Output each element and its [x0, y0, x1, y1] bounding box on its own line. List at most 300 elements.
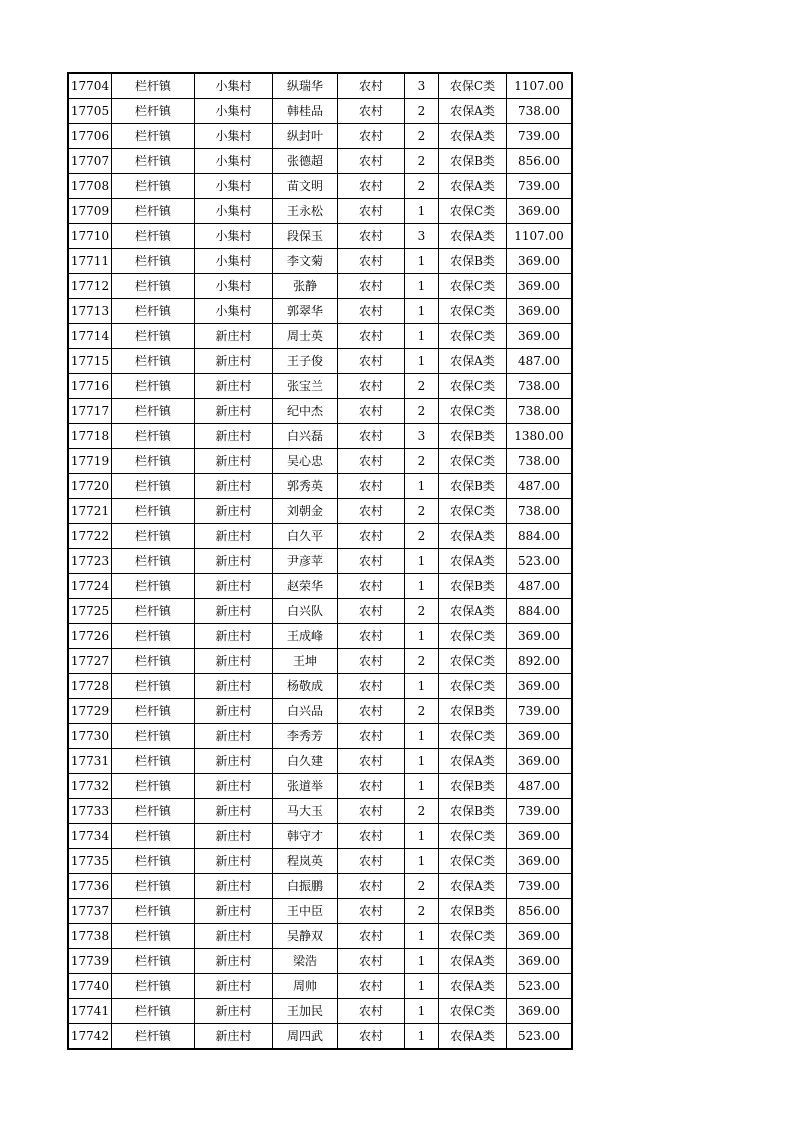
household-type-cell: 农村 — [338, 99, 405, 124]
table-row — [68, 699, 572, 724]
village-cell: 新庄村 — [195, 374, 273, 399]
insurance-class-cell: 农保C类 — [439, 449, 507, 474]
insurance-class-cell: 农保C类 — [439, 499, 507, 524]
record-id-cell: 17704 — [68, 73, 112, 99]
record-id-cell: 17726 — [68, 624, 112, 649]
town-cell: 栏杆镇 — [112, 374, 195, 399]
insurance-class-cell: 农保A类 — [439, 349, 507, 374]
record-id-cell: 17739 — [68, 949, 112, 974]
table-row — [68, 1024, 572, 1050]
name-cell: 马大玉 — [273, 799, 338, 824]
table-row — [68, 349, 572, 374]
household-type-cell: 农村 — [338, 524, 405, 549]
town-cell: 栏杆镇 — [112, 349, 195, 374]
table-row — [68, 124, 572, 149]
insurance-class-cell: 农保B类 — [439, 249, 507, 274]
town-cell: 栏杆镇 — [112, 299, 195, 324]
member-count-cell: 1 — [405, 824, 439, 849]
member-count-cell: 3 — [405, 224, 439, 249]
amount-cell: 369.00 — [507, 324, 573, 349]
table-body — [68, 73, 572, 1049]
amount-cell: 369.00 — [507, 749, 573, 774]
member-count-cell: 1 — [405, 724, 439, 749]
town-cell: 栏杆镇 — [112, 699, 195, 724]
town-cell: 栏杆镇 — [112, 549, 195, 574]
name-cell: 吴心忠 — [273, 449, 338, 474]
table-row — [68, 299, 572, 324]
member-count-cell: 1 — [405, 299, 439, 324]
record-id-cell: 17705 — [68, 99, 112, 124]
table-row — [68, 73, 572, 99]
table-row — [68, 574, 572, 599]
town-cell: 栏杆镇 — [112, 399, 195, 424]
name-cell: 郭秀英 — [273, 474, 338, 499]
name-cell: 刘朝金 — [273, 499, 338, 524]
member-count-cell: 2 — [405, 174, 439, 199]
member-count-cell: 1 — [405, 674, 439, 699]
record-id-cell: 17740 — [68, 974, 112, 999]
insurance-class-cell: 农保C类 — [439, 924, 507, 949]
town-cell: 栏杆镇 — [112, 749, 195, 774]
household-type-cell: 农村 — [338, 224, 405, 249]
amount-cell: 369.00 — [507, 274, 573, 299]
name-cell: 梁浩 — [273, 949, 338, 974]
town-cell: 栏杆镇 — [112, 724, 195, 749]
insurance-class-cell: 农保B类 — [439, 474, 507, 499]
amount-cell: 739.00 — [507, 699, 573, 724]
table-row — [68, 449, 572, 474]
insurance-class-cell: 农保B类 — [439, 699, 507, 724]
amount-cell: 369.00 — [507, 924, 573, 949]
village-cell: 新庄村 — [195, 874, 273, 899]
village-cell: 新庄村 — [195, 774, 273, 799]
village-cell: 小集村 — [195, 249, 273, 274]
record-id-cell: 17741 — [68, 999, 112, 1024]
name-cell: 王加民 — [273, 999, 338, 1024]
amount-cell: 892.00 — [507, 649, 573, 674]
member-count-cell: 1 — [405, 549, 439, 574]
name-cell: 王永松 — [273, 199, 338, 224]
town-cell: 栏杆镇 — [112, 674, 195, 699]
insurance-class-cell: 农保A类 — [439, 599, 507, 624]
amount-cell: 738.00 — [507, 374, 573, 399]
insurance-class-cell: 农保C类 — [439, 299, 507, 324]
insurance-class-cell: 农保C类 — [439, 824, 507, 849]
town-cell: 栏杆镇 — [112, 1024, 195, 1050]
member-count-cell: 2 — [405, 899, 439, 924]
member-count-cell: 1 — [405, 924, 439, 949]
insurance-class-cell: 农保A类 — [439, 524, 507, 549]
record-id-cell: 17731 — [68, 749, 112, 774]
village-cell: 新庄村 — [195, 924, 273, 949]
amount-cell: 523.00 — [507, 974, 573, 999]
household-type-cell: 农村 — [338, 124, 405, 149]
town-cell: 栏杆镇 — [112, 874, 195, 899]
insurance-class-cell: 农保C类 — [439, 724, 507, 749]
member-count-cell: 1 — [405, 974, 439, 999]
insurance-class-cell: 农保C类 — [439, 199, 507, 224]
household-type-cell: 农村 — [338, 699, 405, 724]
name-cell: 程岚英 — [273, 849, 338, 874]
table-row — [68, 674, 572, 699]
amount-cell: 487.00 — [507, 474, 573, 499]
town-cell: 栏杆镇 — [112, 624, 195, 649]
town-cell: 栏杆镇 — [112, 824, 195, 849]
name-cell: 杨敬成 — [273, 674, 338, 699]
member-count-cell: 3 — [405, 73, 439, 99]
household-type-cell: 农村 — [338, 824, 405, 849]
table-row — [68, 724, 572, 749]
insurance-class-cell: 农保A类 — [439, 124, 507, 149]
name-cell: 尹彦苹 — [273, 549, 338, 574]
village-cell: 新庄村 — [195, 899, 273, 924]
town-cell: 栏杆镇 — [112, 574, 195, 599]
table-row — [68, 199, 572, 224]
village-cell: 小集村 — [195, 99, 273, 124]
household-type-cell: 农村 — [338, 249, 405, 274]
insurance-class-cell: 农保B类 — [439, 799, 507, 824]
member-count-cell: 2 — [405, 449, 439, 474]
insurance-class-cell: 农保A类 — [439, 174, 507, 199]
amount-cell: 369.00 — [507, 199, 573, 224]
name-cell: 白振鹏 — [273, 874, 338, 899]
village-cell: 新庄村 — [195, 949, 273, 974]
town-cell: 栏杆镇 — [112, 449, 195, 474]
table-row — [68, 149, 572, 174]
record-id-cell: 17737 — [68, 899, 112, 924]
village-cell: 新庄村 — [195, 324, 273, 349]
household-type-cell: 农村 — [338, 449, 405, 474]
amount-cell: 739.00 — [507, 874, 573, 899]
record-id-cell: 17715 — [68, 349, 112, 374]
insurance-class-cell: 农保A类 — [439, 224, 507, 249]
village-cell: 小集村 — [195, 149, 273, 174]
town-cell: 栏杆镇 — [112, 199, 195, 224]
name-cell: 白久建 — [273, 749, 338, 774]
town-cell: 栏杆镇 — [112, 499, 195, 524]
insurance-class-cell: 农保C类 — [439, 324, 507, 349]
insurance-class-cell: 农保C类 — [439, 73, 507, 99]
town-cell: 栏杆镇 — [112, 974, 195, 999]
household-type-cell: 农村 — [338, 899, 405, 924]
village-cell: 新庄村 — [195, 674, 273, 699]
member-count-cell: 2 — [405, 874, 439, 899]
name-cell: 纵瑞华 — [273, 73, 338, 99]
table-row — [68, 749, 572, 774]
name-cell: 李秀芳 — [273, 724, 338, 749]
insurance-class-cell: 农保A类 — [439, 749, 507, 774]
household-type-cell: 农村 — [338, 599, 405, 624]
insurance-class-cell: 农保C类 — [439, 399, 507, 424]
amount-cell: 369.00 — [507, 724, 573, 749]
name-cell: 纵封叶 — [273, 124, 338, 149]
member-count-cell: 2 — [405, 649, 439, 674]
record-id-cell: 17717 — [68, 399, 112, 424]
name-cell: 张道举 — [273, 774, 338, 799]
name-cell: 王中臣 — [273, 899, 338, 924]
household-type-cell: 农村 — [338, 649, 405, 674]
amount-cell: 369.00 — [507, 949, 573, 974]
town-cell: 栏杆镇 — [112, 799, 195, 824]
town-cell: 栏杆镇 — [112, 274, 195, 299]
record-id-cell: 17713 — [68, 299, 112, 324]
insurance-class-cell: 农保C类 — [439, 624, 507, 649]
household-type-cell: 农村 — [338, 424, 405, 449]
table-row — [68, 374, 572, 399]
insurance-class-cell: 农保C类 — [439, 849, 507, 874]
insurance-class-cell: 农保C类 — [439, 999, 507, 1024]
amount-cell: 739.00 — [507, 799, 573, 824]
table-row — [68, 549, 572, 574]
member-count-cell: 1 — [405, 249, 439, 274]
amount-cell: 369.00 — [507, 824, 573, 849]
household-type-cell: 农村 — [338, 499, 405, 524]
village-cell: 小集村 — [195, 274, 273, 299]
record-id-cell: 17722 — [68, 524, 112, 549]
household-type-cell: 农村 — [338, 299, 405, 324]
record-id-cell: 17707 — [68, 149, 112, 174]
amount-cell: 369.00 — [507, 999, 573, 1024]
household-type-cell: 农村 — [338, 349, 405, 374]
name-cell: 白兴队 — [273, 599, 338, 624]
insurance-class-cell: 农保A类 — [439, 1024, 507, 1050]
record-id-cell: 17711 — [68, 249, 112, 274]
village-cell: 小集村 — [195, 174, 273, 199]
record-id-cell: 17734 — [68, 824, 112, 849]
record-id-cell: 17718 — [68, 424, 112, 449]
name-cell: 王坤 — [273, 649, 338, 674]
record-id-cell: 17708 — [68, 174, 112, 199]
village-cell: 新庄村 — [195, 799, 273, 824]
record-id-cell: 17712 — [68, 274, 112, 299]
table-row — [68, 99, 572, 124]
member-count-cell: 1 — [405, 474, 439, 499]
member-count-cell: 2 — [405, 799, 439, 824]
town-cell: 栏杆镇 — [112, 524, 195, 549]
household-type-cell: 农村 — [338, 799, 405, 824]
name-cell: 韩桂品 — [273, 99, 338, 124]
amount-cell: 1107.00 — [507, 224, 573, 249]
village-cell: 新庄村 — [195, 999, 273, 1024]
household-type-cell: 农村 — [338, 999, 405, 1024]
name-cell: 白久平 — [273, 524, 338, 549]
table-row — [68, 424, 572, 449]
village-cell: 新庄村 — [195, 474, 273, 499]
insurance-class-cell: 农保B类 — [439, 774, 507, 799]
member-count-cell: 1 — [405, 849, 439, 874]
insurance-class-cell: 农保C类 — [439, 274, 507, 299]
name-cell: 苗文明 — [273, 174, 338, 199]
town-cell: 栏杆镇 — [112, 849, 195, 874]
record-id-cell: 17733 — [68, 799, 112, 824]
amount-cell: 739.00 — [507, 174, 573, 199]
village-cell: 新庄村 — [195, 399, 273, 424]
table-row — [68, 849, 572, 874]
household-type-cell: 农村 — [338, 474, 405, 499]
member-count-cell: 2 — [405, 599, 439, 624]
amount-cell: 487.00 — [507, 774, 573, 799]
town-cell: 栏杆镇 — [112, 149, 195, 174]
table-row — [68, 774, 572, 799]
amount-cell: 369.00 — [507, 249, 573, 274]
village-cell: 新庄村 — [195, 824, 273, 849]
record-id-cell: 17725 — [68, 599, 112, 624]
village-cell: 小集村 — [195, 124, 273, 149]
name-cell: 赵荣华 — [273, 574, 338, 599]
insurance-class-cell: 农保B类 — [439, 574, 507, 599]
town-cell: 栏杆镇 — [112, 73, 195, 99]
table-row — [68, 324, 572, 349]
member-count-cell: 1 — [405, 324, 439, 349]
member-count-cell: 2 — [405, 374, 439, 399]
table-row — [68, 249, 572, 274]
amount-cell: 884.00 — [507, 524, 573, 549]
town-cell: 栏杆镇 — [112, 224, 195, 249]
member-count-cell: 1 — [405, 999, 439, 1024]
name-cell: 王成峰 — [273, 624, 338, 649]
insurance-class-cell: 农保B类 — [439, 899, 507, 924]
town-cell: 栏杆镇 — [112, 174, 195, 199]
record-id-cell: 17724 — [68, 574, 112, 599]
member-count-cell: 1 — [405, 624, 439, 649]
record-id-cell: 17716 — [68, 374, 112, 399]
village-cell: 新庄村 — [195, 349, 273, 374]
household-type-cell: 农村 — [338, 924, 405, 949]
table-row — [68, 899, 572, 924]
member-count-cell: 1 — [405, 574, 439, 599]
household-type-cell: 农村 — [338, 199, 405, 224]
record-id-cell: 17735 — [68, 849, 112, 874]
household-type-cell: 农村 — [338, 974, 405, 999]
village-cell: 新庄村 — [195, 724, 273, 749]
village-cell: 小集村 — [195, 224, 273, 249]
household-type-cell: 农村 — [338, 174, 405, 199]
village-cell: 小集村 — [195, 199, 273, 224]
record-id-cell: 17738 — [68, 924, 112, 949]
insurance-class-cell: 农保A类 — [439, 974, 507, 999]
household-type-cell: 农村 — [338, 274, 405, 299]
village-cell: 新庄村 — [195, 1024, 273, 1050]
member-count-cell: 2 — [405, 399, 439, 424]
table-row — [68, 624, 572, 649]
member-count-cell: 1 — [405, 274, 439, 299]
record-id-cell: 17721 — [68, 499, 112, 524]
table-row — [68, 799, 572, 824]
member-count-cell: 2 — [405, 524, 439, 549]
record-id-cell: 17714 — [68, 324, 112, 349]
table-row — [68, 924, 572, 949]
village-cell: 新庄村 — [195, 649, 273, 674]
town-cell: 栏杆镇 — [112, 324, 195, 349]
record-id-cell: 17706 — [68, 124, 112, 149]
town-cell: 栏杆镇 — [112, 249, 195, 274]
insurance-class-cell: 农保A类 — [439, 549, 507, 574]
town-cell: 栏杆镇 — [112, 924, 195, 949]
town-cell: 栏杆镇 — [112, 99, 195, 124]
amount-cell: 487.00 — [507, 574, 573, 599]
table-row — [68, 499, 572, 524]
amount-cell: 738.00 — [507, 449, 573, 474]
insurance-class-cell: 农保A类 — [439, 949, 507, 974]
table-row — [68, 999, 572, 1024]
amount-cell: 369.00 — [507, 299, 573, 324]
record-id-cell: 17723 — [68, 549, 112, 574]
amount-cell: 523.00 — [507, 549, 573, 574]
amount-cell: 738.00 — [507, 99, 573, 124]
table-row — [68, 874, 572, 899]
household-type-cell: 农村 — [338, 149, 405, 174]
village-cell: 新庄村 — [195, 699, 273, 724]
village-cell: 新庄村 — [195, 599, 273, 624]
member-count-cell: 1 — [405, 1024, 439, 1050]
household-type-cell: 农村 — [338, 374, 405, 399]
table-row — [68, 399, 572, 424]
record-id-cell: 17729 — [68, 699, 112, 724]
village-cell: 新庄村 — [195, 549, 273, 574]
table-row — [68, 824, 572, 849]
record-id-cell: 17727 — [68, 649, 112, 674]
household-type-cell: 农村 — [338, 624, 405, 649]
insurance-class-cell: 农保B类 — [439, 424, 507, 449]
insurance-class-cell: 农保C类 — [439, 649, 507, 674]
record-id-cell: 17730 — [68, 724, 112, 749]
household-type-cell: 农村 — [338, 73, 405, 99]
member-count-cell: 2 — [405, 149, 439, 174]
town-cell: 栏杆镇 — [112, 474, 195, 499]
member-count-cell: 2 — [405, 499, 439, 524]
name-cell: 李文菊 — [273, 249, 338, 274]
name-cell: 吴静双 — [273, 924, 338, 949]
insurance-class-cell: 农保B类 — [439, 149, 507, 174]
town-cell: 栏杆镇 — [112, 999, 195, 1024]
household-type-cell: 农村 — [338, 1024, 405, 1050]
table-row — [68, 649, 572, 674]
record-id-cell: 17728 — [68, 674, 112, 699]
member-count-cell: 2 — [405, 124, 439, 149]
amount-cell: 738.00 — [507, 499, 573, 524]
amount-cell: 856.00 — [507, 149, 573, 174]
amount-cell: 369.00 — [507, 624, 573, 649]
household-type-cell: 农村 — [338, 399, 405, 424]
table-row — [68, 224, 572, 249]
town-cell: 栏杆镇 — [112, 424, 195, 449]
record-id-cell: 17732 — [68, 774, 112, 799]
village-cell: 新庄村 — [195, 424, 273, 449]
village-cell: 新庄村 — [195, 624, 273, 649]
insurance-class-cell: 农保A类 — [439, 874, 507, 899]
household-type-cell: 农村 — [338, 874, 405, 899]
town-cell: 栏杆镇 — [112, 649, 195, 674]
town-cell: 栏杆镇 — [112, 124, 195, 149]
village-cell: 新庄村 — [195, 499, 273, 524]
town-cell: 栏杆镇 — [112, 949, 195, 974]
record-id-cell: 17710 — [68, 224, 112, 249]
member-count-cell: 2 — [405, 99, 439, 124]
name-cell: 张德超 — [273, 149, 338, 174]
amount-cell: 523.00 — [507, 1024, 573, 1050]
village-cell: 新庄村 — [195, 574, 273, 599]
member-count-cell: 1 — [405, 774, 439, 799]
household-type-cell: 农村 — [338, 849, 405, 874]
amount-cell: 487.00 — [507, 349, 573, 374]
name-cell: 张静 — [273, 274, 338, 299]
amount-cell: 369.00 — [507, 674, 573, 699]
village-cell: 新庄村 — [195, 974, 273, 999]
amount-cell: 856.00 — [507, 899, 573, 924]
member-count-cell: 1 — [405, 949, 439, 974]
household-type-cell: 农村 — [338, 549, 405, 574]
household-type-cell: 农村 — [338, 774, 405, 799]
